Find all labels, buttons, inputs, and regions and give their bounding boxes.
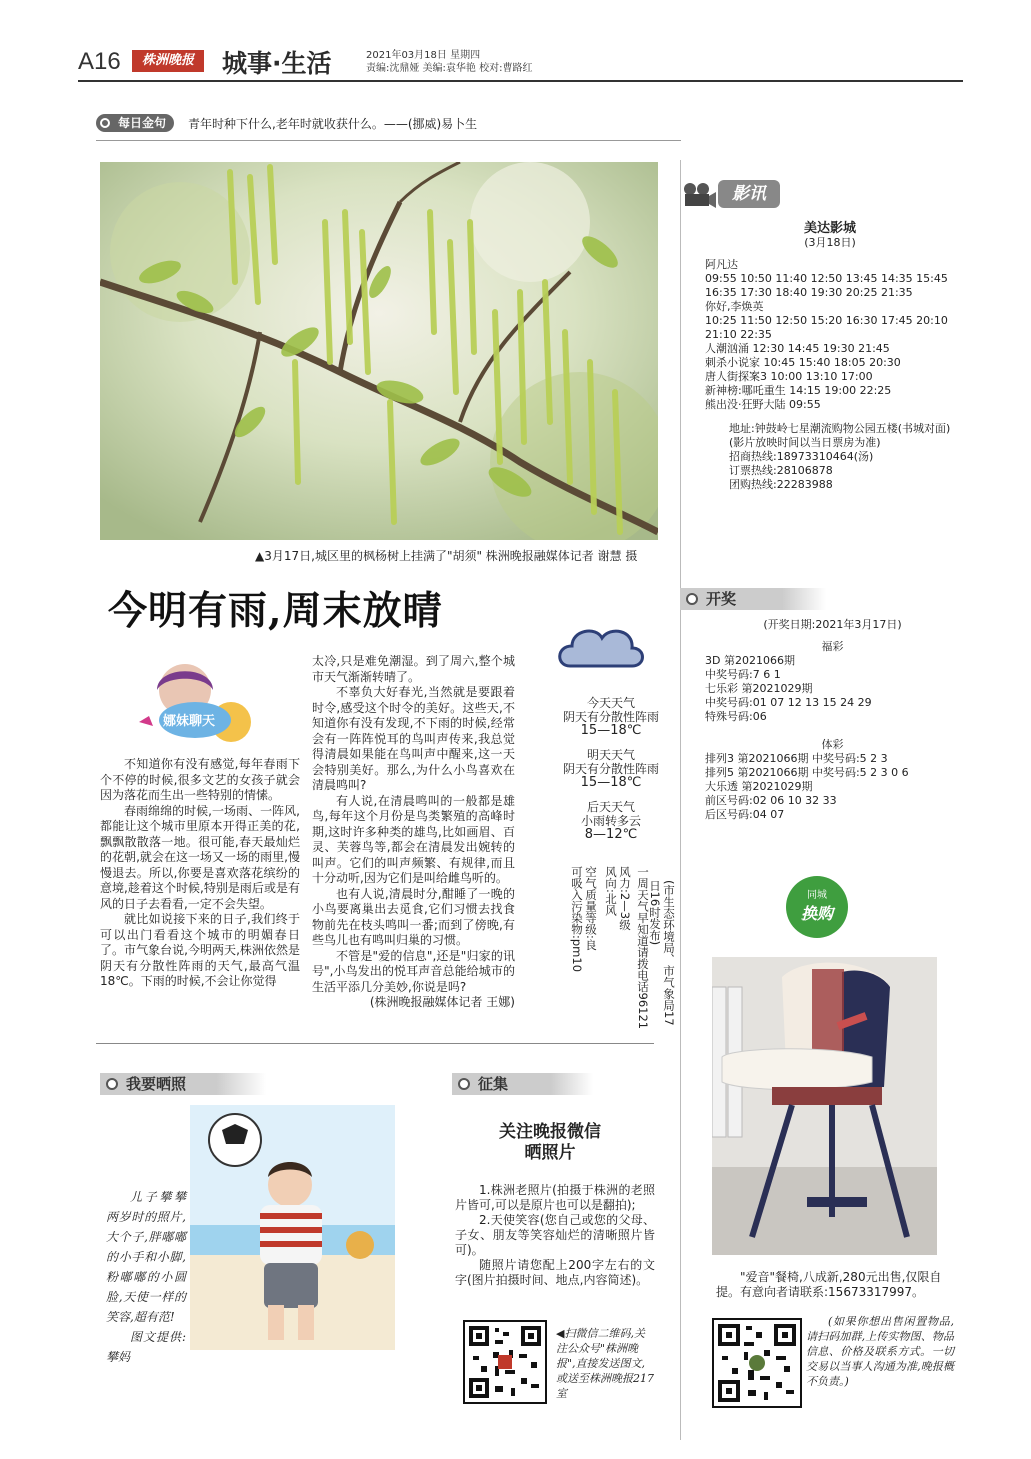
weather-day-desc: 小雨转多云 xyxy=(580,814,641,828)
column-avatar xyxy=(135,660,260,750)
lottery-line: 中奖号码:7 6 1 xyxy=(705,668,781,681)
cinema-name: 美达影城 xyxy=(803,221,856,236)
wind-info xyxy=(604,866,632,996)
article-byline: (株洲晚报融媒体记者 王娜) xyxy=(369,995,515,1009)
collect-rules xyxy=(455,1183,655,1288)
fucai-heading: 福彩 xyxy=(821,640,844,653)
article-paragraph: 就比如说接下来的日子,我们终于可以出门看看这个城市的明媚春日了。市气象台说,今明两天,株洲依然是阴天有分散性阵雨的天气,最高气温18℃。下雨的时候,不会让你觉得 xyxy=(100,912,300,988)
article-column-2 xyxy=(312,654,515,1011)
lottery-date: (开奖日期:2021年3月17日) xyxy=(763,618,902,631)
cinema-date: (3月18日) xyxy=(804,236,856,249)
weather-day xyxy=(548,696,674,738)
film-showtimes: 刺杀小说家 10:45 15:40 18:05 20:30 xyxy=(705,356,901,369)
exchange-badge-label: 换购 xyxy=(800,904,833,923)
weather-forecast xyxy=(548,696,674,842)
photo-credit: 图文提供:攀妈 xyxy=(106,1330,186,1364)
photo-description xyxy=(106,1187,186,1367)
collect-title-line: 晒照片 xyxy=(524,1143,576,1163)
collect-rule: 1.株洲老照片(拍摄于株洲的老照片皆可,可以是原片也可以是翻拍); xyxy=(455,1183,655,1212)
exchange-badge xyxy=(786,876,848,938)
showtimes: 21:10 22:35 xyxy=(705,328,772,341)
wind-force: 风力:2—3级 xyxy=(618,866,632,931)
cinema-news-badge: 影讯 xyxy=(718,180,780,208)
weather-day xyxy=(548,800,674,842)
lottery-badge: 开奖 xyxy=(680,588,826,610)
child-with-ball-illustration xyxy=(190,1105,395,1350)
section-divider xyxy=(96,1043,654,1044)
collect-rule: 2.天使笑容(您自己或您的父母、子女、朋友等笑容灿烂的清晰照片皆可)。 xyxy=(455,1213,655,1257)
article-paragraph: 不辜负大好春光,当然就是要跟着时令,感受这个时令的美好。这些天,不知道你有没有发现,不下雨的时候,经常会有一阵阵悦耳的鸟叫声传来,我总觉得清晨如果能在鸟叫声中醒来,这一天会特别美好。那么,为什么小鸟喜欢在清晨鸣叫? xyxy=(312,685,515,792)
qr-code-icon xyxy=(714,1320,800,1406)
quote-rule xyxy=(96,140,681,141)
cinema-group-hotline: 团购热线:22283988 xyxy=(729,478,833,491)
weather-day-desc: 阴天有分散性阵雨 xyxy=(562,762,659,776)
cinema-ticket-hotline: 订票热线:28106878 xyxy=(729,464,833,477)
film-title: 阿凡达 xyxy=(705,258,738,271)
collect-title-line: 关注晚报微信 xyxy=(499,1122,601,1142)
collect-title xyxy=(470,1122,630,1164)
film-title: 你好,李焕英 xyxy=(705,300,764,313)
film-showtimes: 熊出没·狂野大陆 09:55 xyxy=(705,398,821,411)
air-quality-level: 空气质量等级:良 xyxy=(584,866,598,951)
article-paragraph: 春雨绵绵的时候,一场雨、一阵风,都能让这个城市里原本开得正美的花,飘飘散散落一地。很可能,春天最灿烂的花朝,就会在这一场又一场的雨里,慢慢退去。所以,你要是喜欢落花缤纷的意境,趁着这个时候,特别是雨后或是有风的日子去看看,一定不会失望。 xyxy=(100,803,300,911)
film-showtimes: 唐人街探案3 10:00 13:10 17:00 xyxy=(705,370,873,383)
weather-day-label: 后天天气 xyxy=(586,800,635,814)
showtimes: 09:55 10:50 11:40 12:50 13:45 14:35 15:45 xyxy=(705,272,948,285)
column-divider xyxy=(680,160,681,1440)
qr-instruction: ◀扫微信二维码,关注公众号"株洲晚报",直接发送图文,或送至株洲晚报217室 xyxy=(556,1327,654,1400)
qr-code-icon xyxy=(465,1322,545,1402)
showtimes: 10:25 11:50 12:50 15:20 16:30 17:45 20:10 xyxy=(705,314,948,327)
film-showtimes: 人潮汹涌 12:30 14:45 19:30 21:45 xyxy=(705,342,890,355)
lottery-line: 七乐彩 第2021029期 xyxy=(705,682,813,695)
tree-branch-illustration xyxy=(100,162,658,540)
exchange-qr-code[interactable] xyxy=(712,1318,802,1408)
article-paragraph: 有人说,在清晨鸣叫的一般都是雄鸟,每年这个月份是鸟类繁殖的高峰时期,这时许多种类的雄鸟,比如画眉、百灵、芙蓉鸟等,都会在清晨发出婉转的叫声。它们的叫声频繁、有规律,而且十分动听,因为它们是叫给雌鸟听的。 xyxy=(312,793,515,885)
section-title: 城事·生活 xyxy=(222,49,332,78)
article-paragraph: 不管是"爱的信息",还是"归家的讯号",小鸟发出的悦耳声音总能给城市的生活平添几分美妙,你说是吗? xyxy=(312,948,515,994)
child-photo xyxy=(190,1105,395,1350)
weather-day-label: 明天天气 xyxy=(586,748,635,762)
staff-credits: 责编:沈鼎娅 美编:袁华艳 校对:曹路红 xyxy=(366,63,533,74)
photo-caption: ▲3月17日,城区里的枫杨树上挂满了"胡须" 株洲晚报融媒体记者 谢慧 摄 xyxy=(255,549,638,563)
cinema-biz-hotline: 招商热线:18973310464(汤) xyxy=(729,450,874,463)
newspaper-logo: 株洲晚报 xyxy=(132,50,204,72)
exchange-ad: "爱音"餐椅,八成新,280元出售,仅限自提。有意向者请联系:15673317997。 xyxy=(716,1270,942,1299)
column-badge: 娜妹聊天 xyxy=(163,714,216,729)
weather-source: (市生态环境局、市气象局17日16时发布) xyxy=(648,880,676,1026)
photo-story: 儿子攀攀两岁时的照片,大个子,胖嘟嘟的小手和小脚,粉嘟嘟的小圆脸,天使一样的笑容,超有范! xyxy=(106,1190,186,1324)
lottery-line: 大乐透 第2021029期 xyxy=(705,780,813,793)
film-showtimes: 新神榜:哪吒重生 14:15 19:00 22:25 xyxy=(705,384,892,397)
catkin-tree-photo xyxy=(100,162,658,540)
weather-day-temp: 15—18℃ xyxy=(580,775,642,790)
ticai-heading: 体彩 xyxy=(821,738,844,751)
wind-direction: 风向:北风 xyxy=(604,866,618,916)
cinema-notice: (影片放映时间以当日票房为准) xyxy=(729,436,881,449)
header-meta xyxy=(366,49,532,75)
weather-day-temp: 15—18℃ xyxy=(580,723,642,738)
lottery-line: 3D 第2021066期 xyxy=(705,654,795,667)
photo-share-badge: 我要晒照 xyxy=(100,1073,266,1095)
exchange-note: (如果你想出售闲置物品,请扫码加群,上传实物图、物品信息、价格及联系方式。一切交易以当事人沟通为准,晚报概不负责。) xyxy=(806,1315,954,1388)
header-rule xyxy=(78,80,963,82)
cinema-address: 地址:钟鼓岭七星潮流购物公园五楼(书城对面) xyxy=(729,422,951,435)
article-headline: 今明有雨,周末放晴 xyxy=(108,588,443,634)
lottery-results xyxy=(705,618,960,822)
cloud-icon xyxy=(552,616,652,676)
article-column-1 xyxy=(100,757,300,990)
air-quality xyxy=(570,866,598,996)
high-chair-illustration xyxy=(712,957,937,1255)
lottery-line: 后区号码:04 07 xyxy=(705,808,785,821)
article-paragraph: 不知道你有没有感觉,每年春雨下个不停的时候,很多文艺的女孩子就会因为落花而生出一些特别的情愫。 xyxy=(100,757,300,802)
lottery-line: 排列3 第2021066期 中奖号码:5 2 3 xyxy=(705,752,888,765)
lottery-line: 特殊号码:06 xyxy=(705,710,767,723)
weather-hotline: 一周天气早知道请拨电话96121 xyxy=(636,866,650,1030)
showtimes: 16:35 17:30 18:40 19:30 20:25 21:35 xyxy=(705,286,913,299)
article-paragraph: 也有人说,清晨时分,酣睡了一晚的小鸟要离巢出去觅食,它们习惯去找食物前先在枝头鸣叫一番;而到了傍晚,有些鸟儿也有鸣叫归巢的习惯。 xyxy=(312,886,515,947)
air-pollutant: 可吸入污染物:pm10 xyxy=(570,866,584,973)
cinema-listing xyxy=(705,222,955,492)
daily-quote-badge: 每日金句 xyxy=(96,114,174,132)
lottery-line: 中奖号码:01 07 12 13 15 24 29 xyxy=(705,696,872,709)
high-chair-photo xyxy=(712,957,937,1255)
daily-quote-text: 青年时种下什么,老年时就收获什么。——(挪威)易卜生 xyxy=(188,117,478,131)
lottery-line: 前区号码:02 06 10 32 33 xyxy=(705,794,837,807)
weather-day-desc: 阴天有分散性阵雨 xyxy=(562,710,659,724)
weather-day-temp: 8—12℃ xyxy=(584,827,638,842)
film-projector-icon xyxy=(682,182,716,208)
lottery-line: 排列5 第2021066期 中奖号码:5 2 3 0 6 xyxy=(705,766,909,779)
collect-badge: 征集 xyxy=(452,1073,593,1095)
columnist-avatar-icon xyxy=(135,660,260,750)
collect-rule: 随照片请您配上200字左右的文字(图片拍摄时间、地点,内容简述)。 xyxy=(455,1258,655,1287)
issue-date: 2021年03月18日 星期四 xyxy=(366,50,481,61)
article-paragraph: 太冷,只是难免潮湿。到了周六,整个城市天气渐渐转晴了。 xyxy=(312,654,515,684)
weather-day-label: 今天天气 xyxy=(586,696,635,710)
weather-day xyxy=(548,748,674,790)
exchange-badge-top: 同城 xyxy=(807,890,827,901)
page-number: A16 xyxy=(78,48,121,75)
wechat-qr-code[interactable] xyxy=(463,1320,547,1404)
